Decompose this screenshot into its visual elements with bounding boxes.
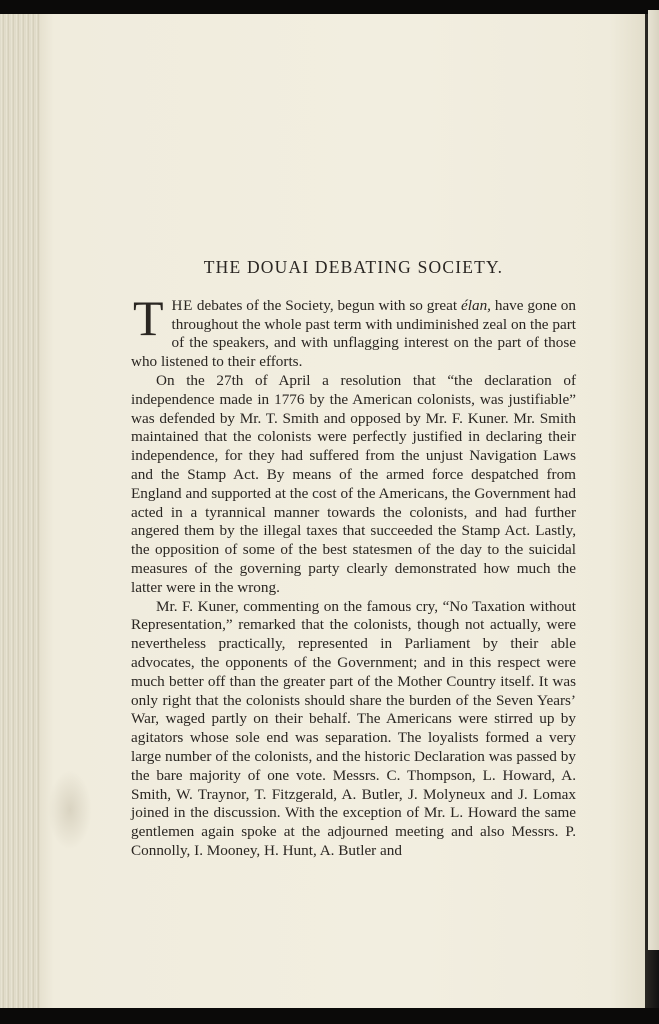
paragraph-1-italic: élan, [461,296,491,314]
paragraph-3: Mr. F. Kuner, commenting on the famous cry, “No Taxation without Representation,” remarked that the colonists, though not actually, were nevertheless practically, represented in Parliament by their able advocates, the opponents of the Government; and in this respect were much better off than the greater part of the Mother Country itself. It was only right that the colonists should share the burden of the Seven Years’ War, waged partly on their behalf. The Americans were stirred up by agitators whose sole end was separation. The loyalists formed a very large number of the colonists, and the historic Declaration was passed by the bare majority of one vote. Messrs. C. Thompson, L. Howard, A. Smith, W. Traynor, T. Fitzgerald, A. Butler, J. Molyneux and J. Lomax joined in the discussion. With the exception of Mr. L. Howard the same gentlemen again spoke at the adjourned meeting and also Messrs. P. Connolly, I. Mooney, H. Hunt, A. Butler and [131,597,576,859]
paragraph-2: On the 27th of April a resolution that “the declaration of independence made in 1776 by the American colonists, was justifiable” was defended by Mr. T. Smith and opposed by Mr. F. Kuner. Mr. Smith maintained that the colonists were perfectly justified in declaring their independence, for they had suffered from the unjust Navigation Laws and the Stamp Act. By means of the armed force despatched from England and supported at the cost of the Americans, the Government had acted in a tyrannical manner towards the colonists, and had further angered them by the illegal taxes that succeeded the Stamp Act. Lastly, the opposition of some of the best statesmen of the day to the suicidal measures of the governing party clearly demonstrated how much the latter were in the wrong. [131,371,576,596]
lead-caps: HE [171,296,193,314]
page-stain [48,770,92,850]
drop-cap: T [133,289,164,346]
article [131,258,576,861]
bookmark-slip [648,10,659,950]
paragraph-1-text-a: debates of the Society, begun with so great [193,296,462,314]
article-title: THE DOUAI DEBATING SOCIETY. [203,257,504,277]
paragraph-1 [131,289,576,372]
paragraph-1-text-b: have gone on throughout the whole past term with undiminished zeal on the part of the speakers, and with unflagging interest on the part of those who listened to their efforts. [131,296,576,371]
